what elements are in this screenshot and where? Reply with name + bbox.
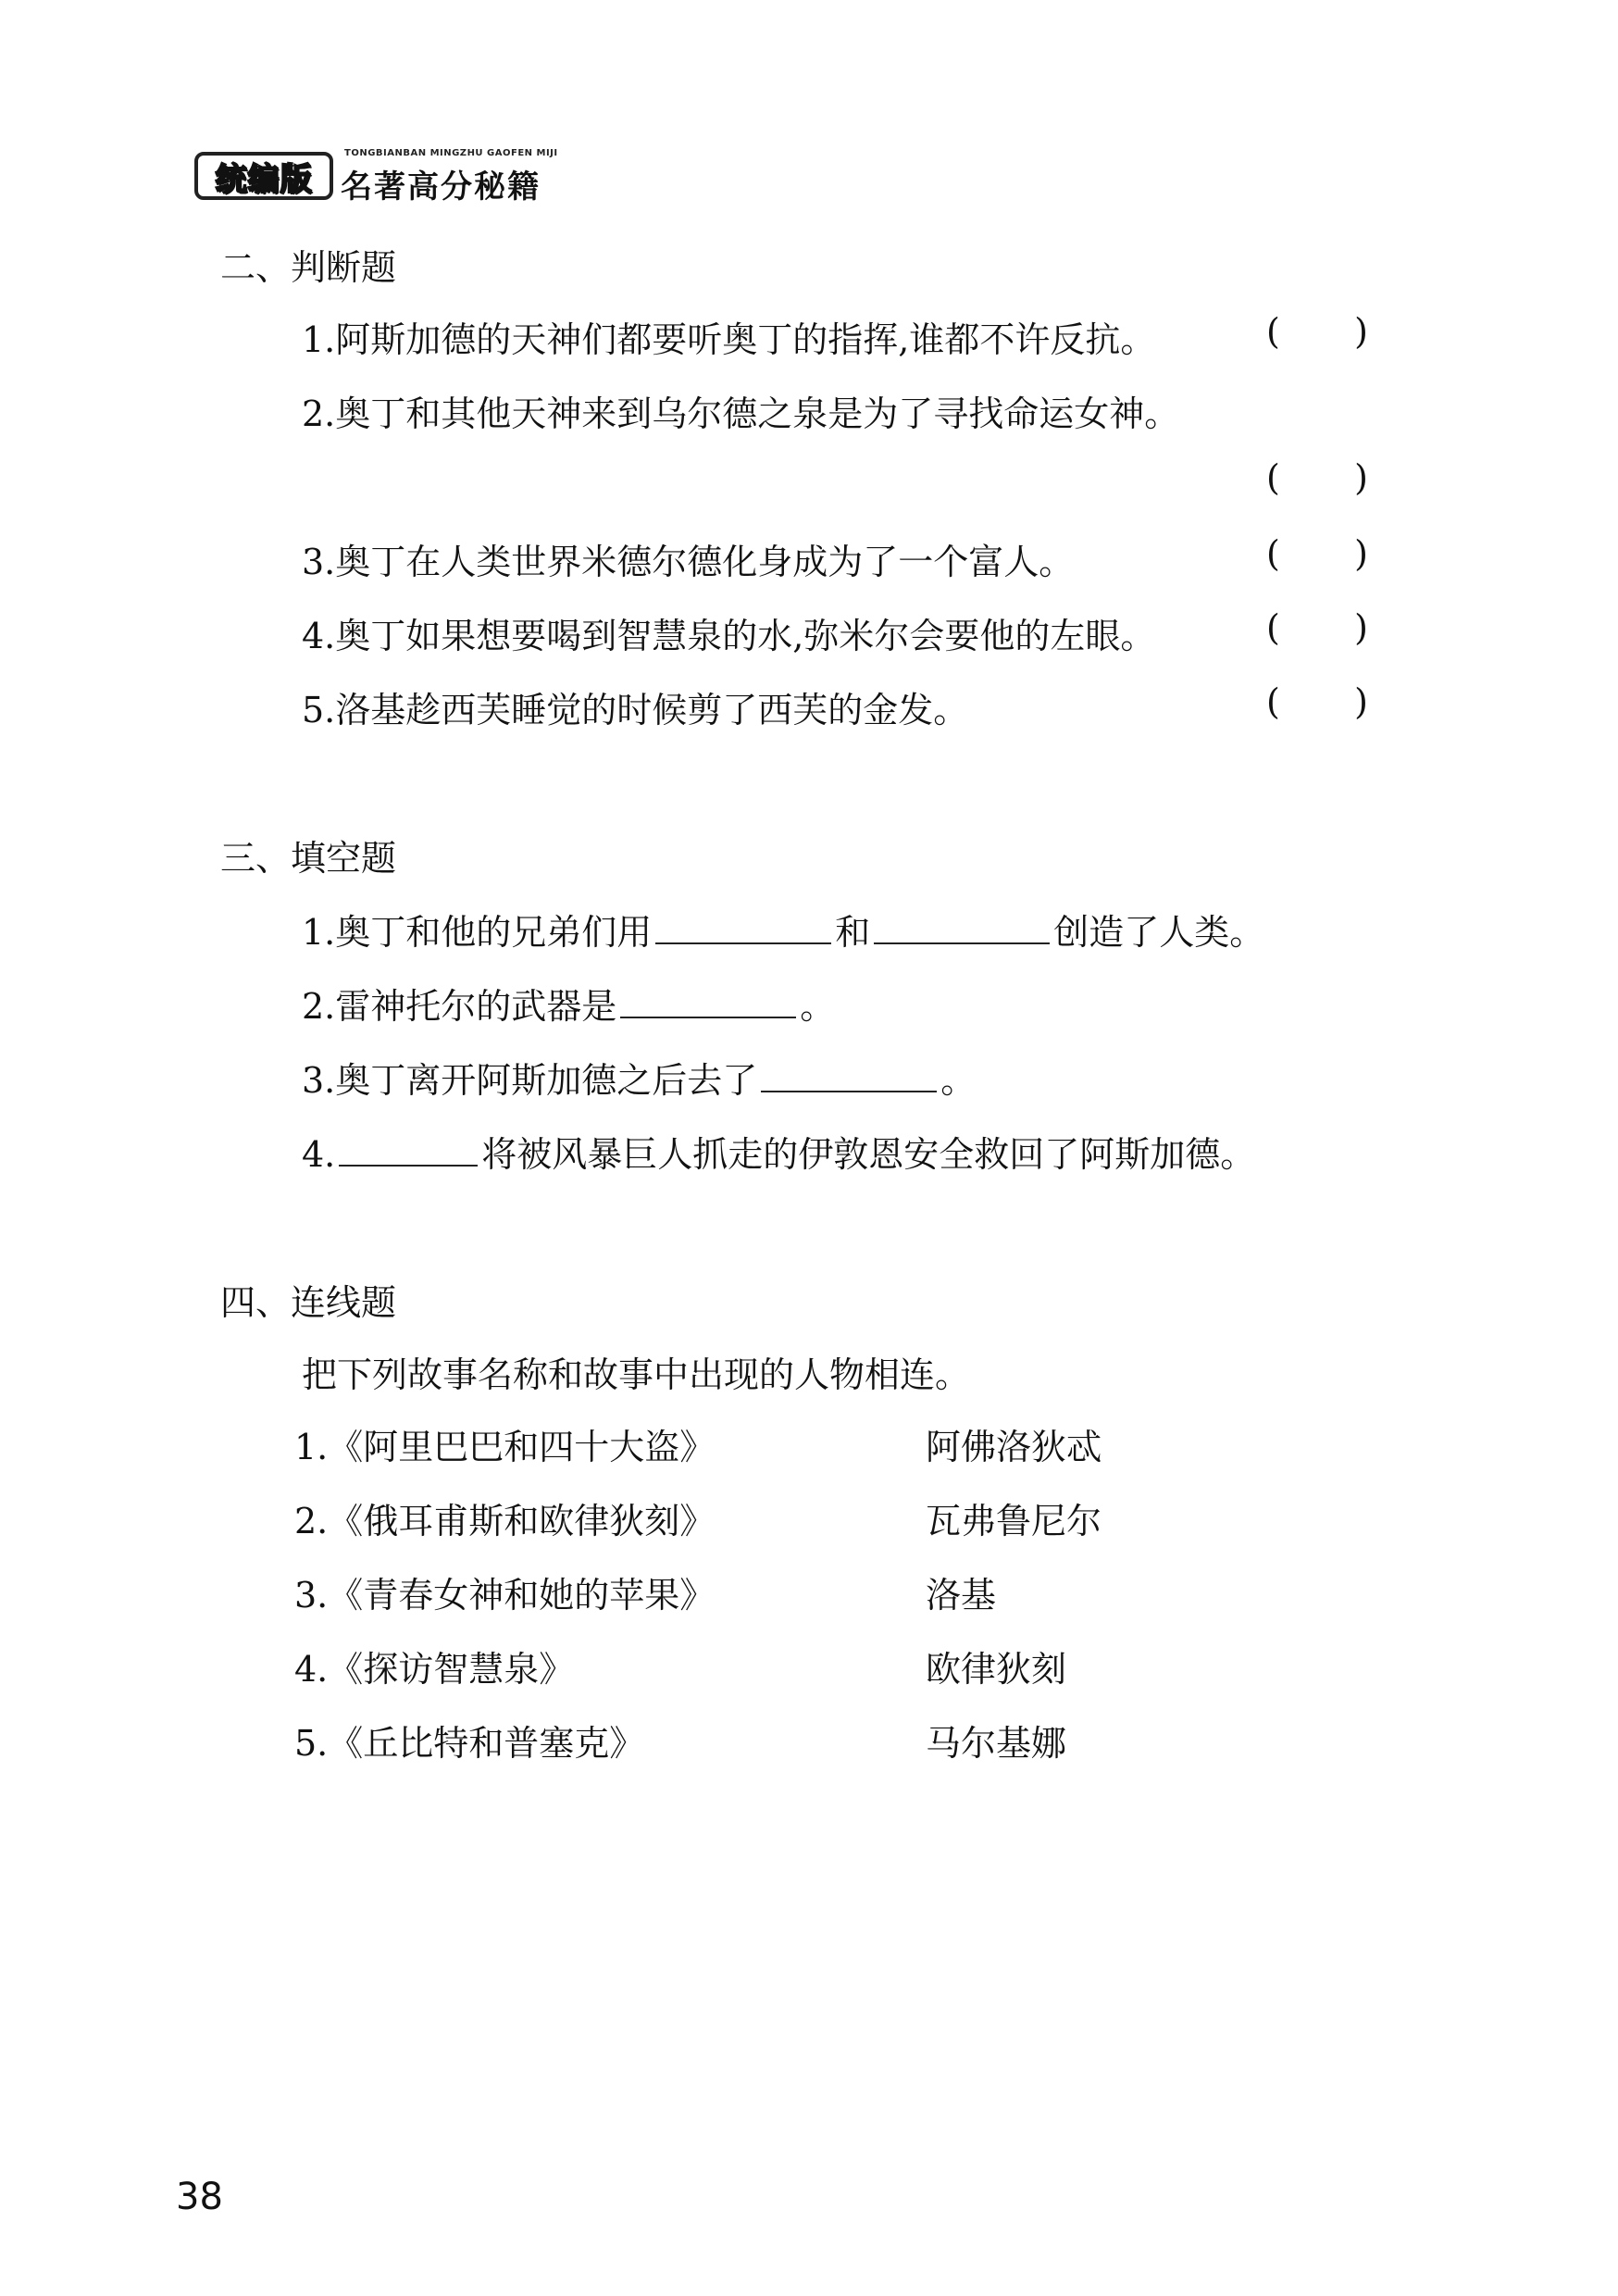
character-item-1[interactable]: 阿佛洛狄忒	[926, 1427, 1102, 1467]
close-paren: )	[1354, 311, 1368, 352]
open-paren: (	[1266, 457, 1280, 498]
fill-item-2	[302, 978, 835, 1029]
edition-logo-text: 统编版	[215, 160, 313, 198]
story-item-3[interactable]: 3.《青春女神和她的苹果》	[294, 1575, 716, 1616]
fill-item-1-suffix: 创造了人类。	[1053, 912, 1265, 953]
story-item-1[interactable]: 1.《阿里巴巴和四十大盗》	[294, 1427, 716, 1467]
open-paren: (	[1266, 533, 1280, 574]
fill-item-3	[302, 1052, 976, 1103]
answer-paren-2[interactable]	[1266, 457, 1368, 498]
matching-instruction: 把下列故事名称和故事中出现的人物相连。	[302, 1354, 971, 1395]
judgement-item-2: 2.奥丁和其他天神来到乌尔德之泉是为了寻找命运女神。	[302, 393, 1180, 434]
section-title-judgement: 二、判断题	[220, 247, 397, 288]
answer-paren-1[interactable]	[1266, 311, 1368, 352]
fill-item-1-prefix: 1.奥丁和他的兄弟们用	[302, 912, 653, 953]
story-item-2[interactable]: 2.《俄耳甫斯和欧律狄刻》	[294, 1501, 716, 1541]
section-title-matching: 四、连线题	[220, 1282, 397, 1323]
close-paren: )	[1354, 607, 1368, 648]
open-paren: (	[1266, 311, 1280, 352]
answer-paren-3[interactable]	[1266, 533, 1368, 574]
fill-item-1	[302, 904, 1264, 955]
edition-logo	[194, 152, 333, 200]
book-header	[194, 139, 583, 204]
blank-4[interactable]	[339, 1137, 478, 1167]
open-paren: (	[1266, 681, 1280, 722]
judgement-item-4: 4.奥丁如果想要喝到智慧泉的水,弥米尔会要他的左眼。	[302, 616, 1156, 656]
answer-paren-4[interactable]	[1266, 607, 1368, 648]
fill-item-2-prefix: 2.雷神托尔的武器是	[302, 986, 617, 1027]
character-item-4[interactable]: 欧律狄刻	[926, 1649, 1067, 1690]
fill-item-4	[302, 1126, 1255, 1177]
fill-item-1-middle: 和	[835, 912, 871, 953]
fill-item-4-prefix: 4.	[302, 1134, 336, 1175]
page-number: 38	[176, 2176, 223, 2218]
blank-2[interactable]	[620, 989, 796, 1018]
header-pinyin: TONGBIANBAN MINGZHU GAOFEN MIJI	[344, 148, 558, 158]
blank-1a[interactable]	[655, 915, 831, 944]
fill-item-3-prefix: 3.奥丁离开阿斯加德之后去了	[302, 1060, 758, 1101]
fill-item-3-suffix: 。	[940, 1060, 977, 1101]
character-item-3[interactable]: 洛基	[926, 1575, 997, 1616]
close-paren: )	[1354, 533, 1368, 574]
judgement-item-5: 5.洛基趁西芙睡觉的时候剪了西芙的金发。	[302, 690, 969, 730]
character-item-5[interactable]: 马尔基娜	[926, 1723, 1067, 1764]
judgement-item-3: 3.奥丁在人类世界米德尔德化身成为了一个富人。	[302, 542, 1075, 582]
section-title-fill: 三、填空题	[220, 838, 397, 879]
fill-item-2-suffix: 。	[800, 986, 836, 1027]
open-paren: (	[1266, 607, 1280, 648]
blank-1b[interactable]	[874, 915, 1050, 944]
story-item-4[interactable]: 4.《探访智慧泉》	[294, 1649, 575, 1690]
close-paren: )	[1354, 457, 1368, 498]
story-item-5[interactable]: 5.《丘比特和普塞克》	[294, 1723, 645, 1764]
book-series-title: 名著高分秘籍	[341, 168, 541, 206]
character-item-2[interactable]: 瓦弗鲁尼尔	[926, 1501, 1102, 1541]
blank-3[interactable]	[761, 1063, 937, 1092]
judgement-item-1: 1.阿斯加德的天神们都要听奥丁的指挥,谁都不许反抗。	[302, 319, 1156, 360]
answer-paren-5[interactable]	[1266, 681, 1368, 722]
fill-item-4-suffix: 将被风暴巨人抓走的伊敦恩安全救回了阿斯加德。	[481, 1134, 1256, 1175]
close-paren: )	[1354, 681, 1368, 722]
